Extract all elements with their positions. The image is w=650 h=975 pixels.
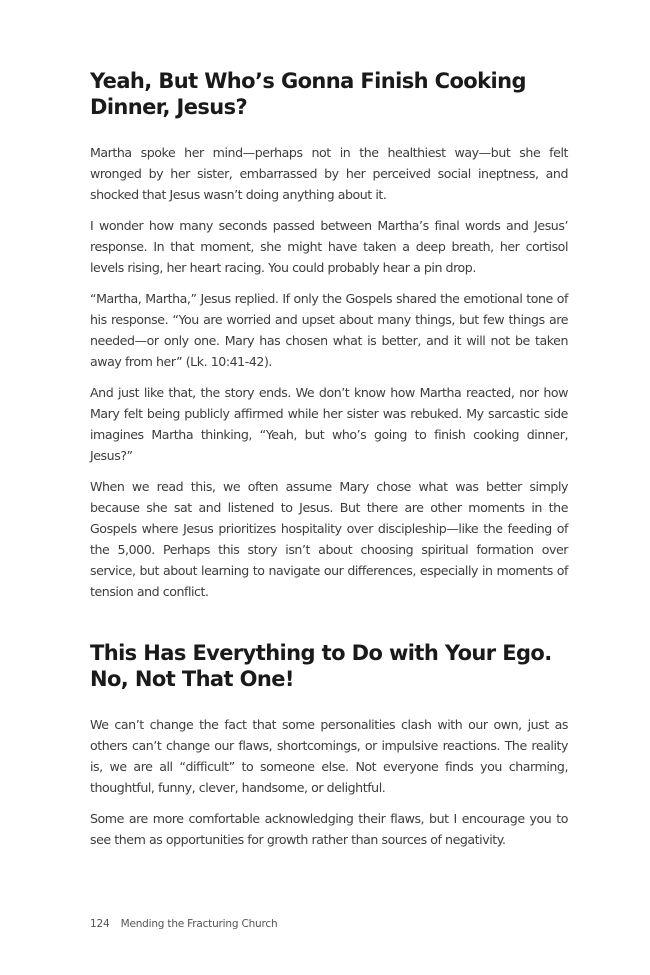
section-heading: This Has Everything to Do with Your Ego. No, Not That One! xyxy=(90,641,552,691)
section-heading: Yeah, But Who’s Gonna Finish Cooking Dinner, Jesus? xyxy=(90,69,526,119)
body-paragraph: I wonder how many seconds passed between Martha’s final words and Jesus’ response. In that moment, she might have taken a deep breath, her cortisol levels rising, her heart racing. You could probably hear a pin drop. xyxy=(90,218,568,275)
body-paragraph: “Martha, Martha,” Jesus replied. If only the Gospels shared the emotional tone of his response. “You are worried and upset about many things, but few things are needed—or only one. Mary has chosen what is better, and it will not be taken away from her” (Lk. 10:41-42). xyxy=(90,291,568,369)
book-page xyxy=(90,66,568,860)
section-body xyxy=(90,142,568,602)
page-footer xyxy=(90,918,277,930)
body-paragraph: And just like that, the story ends. We don’t know how Martha reacted, nor how Mary felt being publicly affirmed while her sister was rebuked. My sarcastic side imagines Martha thinking, “Yeah, but who’s going to finish cooking dinner, Jesus?” xyxy=(90,385,568,463)
section-body xyxy=(90,714,568,850)
body-paragraph: Martha spoke her mind—perhaps not in the healthiest way—but she felt wronged by her sister, embarrassed by her perceived social ineptness, and shocked that Jesus wasn’t doing anything about it. xyxy=(90,145,568,202)
body-paragraph: When we read this, we often assume Mary chose what was better simply because she sat and listened to Jesus. But there are other moments in the Gospels where Jesus prioritizes hospitality over discipleship—like the feeding of the 5,000. Perhaps this story isn’t about choosing spiritual formation over service, but about learning to navigate our differences, especially in moments of tension and conflict. xyxy=(90,479,568,599)
running-title: Mending the Fracturing Church xyxy=(120,918,278,930)
body-paragraph: Some are more comfortable acknowledging their flaws, but I encourage you to see them as opportunities for growth rather than sources of negativity. xyxy=(90,811,568,847)
page-number: 124 xyxy=(90,918,110,930)
body-paragraph: We can’t change the fact that some personalities clash with our own, just as others can’t change our flaws, shortcomings, or impulsive reactions. The reality is, we are all “difficult” to someone else. Not everyone finds you charming, thoughtful, funny, clever, handsome, or delightful. xyxy=(90,717,568,795)
